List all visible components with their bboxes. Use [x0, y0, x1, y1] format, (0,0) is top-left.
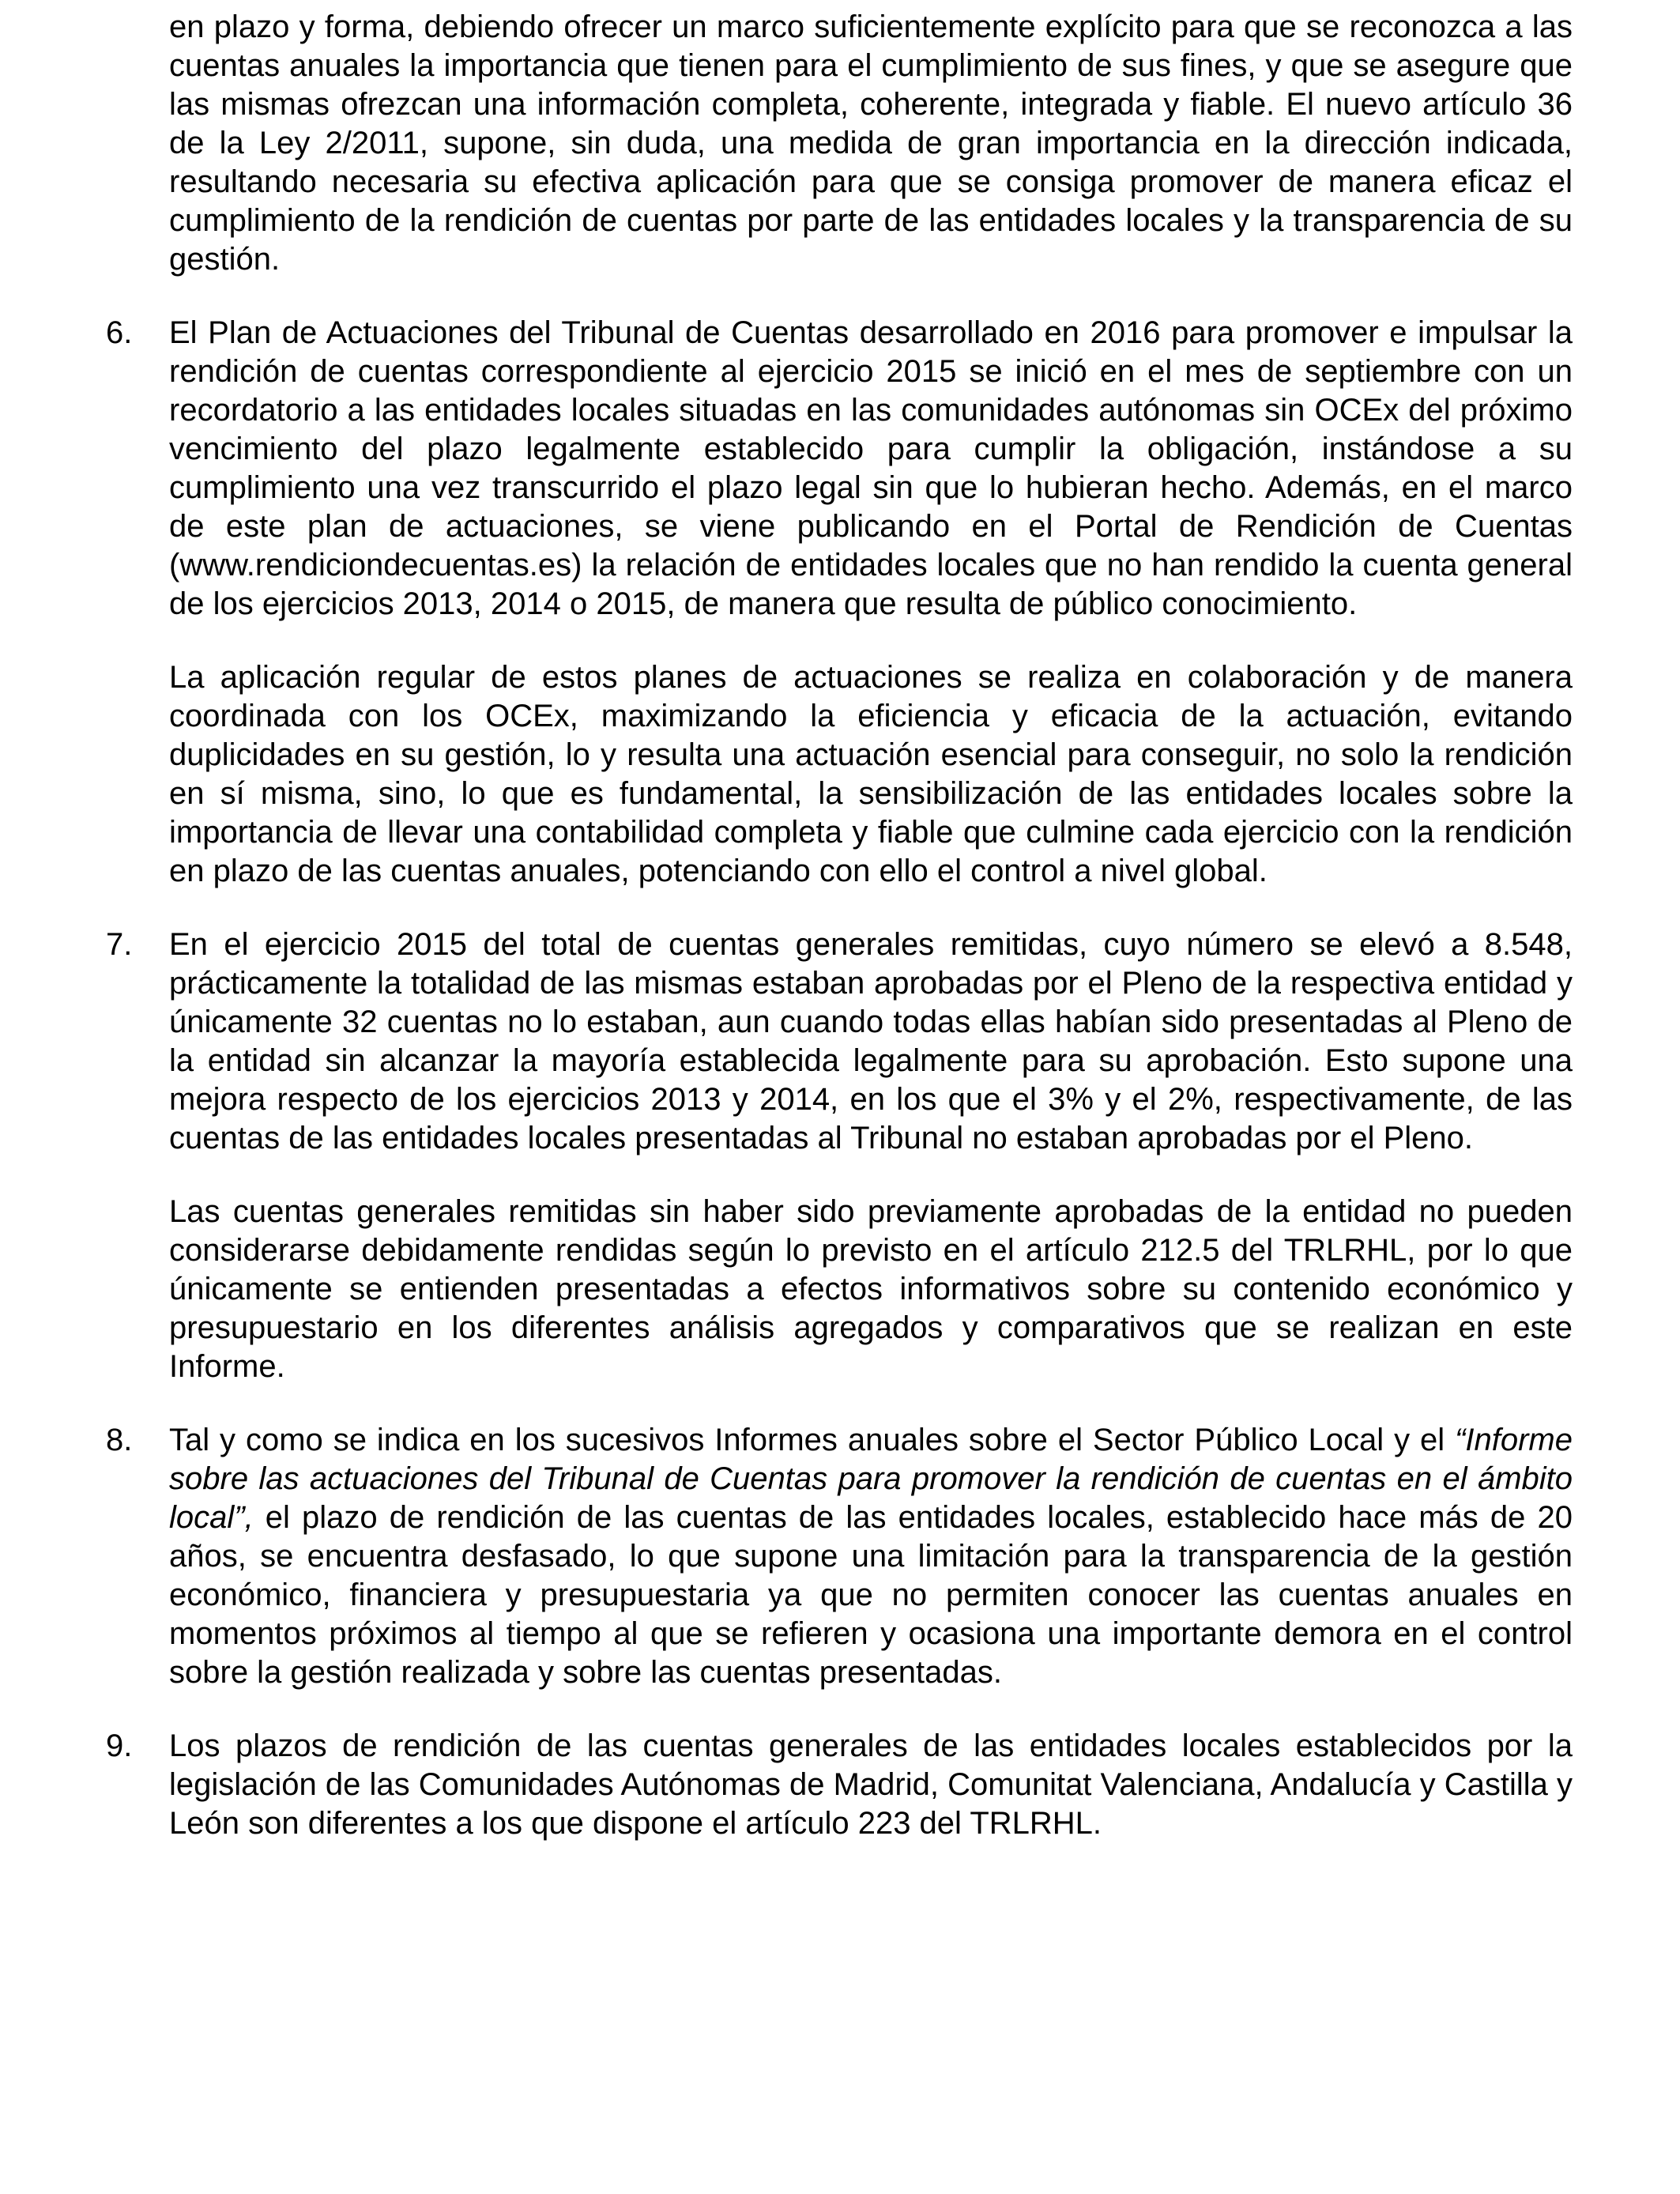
item-number: 8. [106, 1423, 133, 1457]
item-followup-paragraph: Las cuentas generales remitidas sin haber sido previamente aprobadas de la entidad no pueden considerarse debidamente rendidas según lo previsto en el artículo 212.5 del TRLRHL, por lo que únicamente se entienden presentadas a efectos informativos sobre su contenido económico y presupuestario en los diferentes análisis agregados y comparativos que se realizan en este Informe. [169, 1194, 1573, 1384]
item-text-after: el plazo de rendición de las cuentas de las entidades locales, establecido hace más de 20 años, se encuentra desfasado, lo que supone una limitación para la transparencia de la gestión económico, financiera y presupuestaria ya que no permiten conocer las cuentas anuales en momentos próximos al tiempo al que se refieren y ocasiona una importante demora en el control sobre la gestión realizada y sobre las cuentas presentadas. [169, 1500, 1573, 1690]
item-text-before: Tal y como se indica en los sucesivos Informes anuales sobre el Sector Público Local y el [169, 1423, 1456, 1457]
item-paragraph [169, 1421, 1573, 1692]
item-number: 9. [106, 1728, 133, 1763]
item-paragraph: En el ejercicio 2015 del total de cuentas generales remitidas, cuyo número se elevó a 8.548, prácticamente la totalidad de las mismas estaban aprobadas por el Pleno de la respectiva entidad y únicamente 32 cuentas no lo estaban, aun cuando todas ellas habían sido presentadas al Pleno de la entidad sin alcanzar la mayoría establecida legalmente para su aprobación. Esto supone una mejora respecto de los ejercicios 2013 y 2014, en los que el 3% y el 2%, respectivamente, de las cuentas de las entidades locales presentadas al Tribunal no estaban aprobadas por el Pleno. [169, 927, 1573, 1155]
report-title-italic: “Informe sobre las actuaciones del Tribunal de Cuentas para promover la rendición de cuentas en el ámbito local”, [169, 1423, 1573, 1535]
numbered-item-6 [106, 314, 1573, 891]
document-body [106, 8, 1573, 1878]
item-paragraph: Los plazos de rendición de las cuentas generales de las entidades locales establecidos por la legislación de las Comunidades Autónomas de Madrid, Comunitat Valenciana, Andalucía y Castilla y León son diferentes a los que dispone el artículo 223 del TRLRHL. [169, 1728, 1573, 1841]
item-followup-paragraph: La aplicación regular de estos planes de actuaciones se realiza en colaboración y de manera coordinada con los OCEx, maximizando la eficiencia y eficacia de la actuación, evitando duplicidades en su gestión, lo y resulta una actuación esencial para conseguir, no solo la rendición en sí misma, sino, lo que es fundamental, la sensibilización de las entidades locales sobre la importancia de llevar una contabilidad completa y fiable que culmine cada ejercicio con la rendición en plazo de las cuentas anuales, potenciando con ello el control a nivel global. [169, 660, 1573, 888]
continuation-paragraph: en plazo y forma, debiendo ofrecer un marco suficientemente explícito para que se reconozca a las cuentas anuales la importancia que tienen para el cumplimiento de sus fines, y que se asegure que las mismas ofrezcan una información completa, coherente, integrada y fiable. El nuevo artículo 36 de la Ley 2/2011, supone, sin duda, una medida de gran importancia en la dirección indicada, resultando necesaria su efectiva aplicación para que se consiga promover de manera eficaz el cumplimiento de la rendición de cuentas por parte de las entidades locales y la transparencia de su gestión. [169, 9, 1573, 277]
item-paragraph: El Plan de Actuaciones del Tribunal de Cuentas desarrollado en 2016 para promover e impulsar la rendición de cuentas correspondiente al ejercicio 2015 se inició en el mes de septiembre con un recordatorio a las entidades locales situadas en las comunidades autónomas sin OCEx del próximo vencimiento del plazo legalmente establecido para cumplir la obligación, instándose a su cumplimiento una vez transcurrido el plazo legal sin que lo hubieran hecho. Además, en el marco de este plan de actuaciones, se viene publicando en el Portal de Rendición de Cuentas (www.rendiciondecuentas.es) la relación de entidades locales que no han rendido la cuenta general de los ejercicios 2013, 2014 o 2015, de manera que resulta de público conocimiento. [169, 315, 1573, 621]
numbered-item-9 [106, 1727, 1573, 1843]
item-number: 7. [106, 927, 133, 962]
item-number: 6. [106, 315, 133, 350]
numbered-item-8 [106, 1421, 1573, 1692]
numbered-item-7 [106, 925, 1573, 1386]
